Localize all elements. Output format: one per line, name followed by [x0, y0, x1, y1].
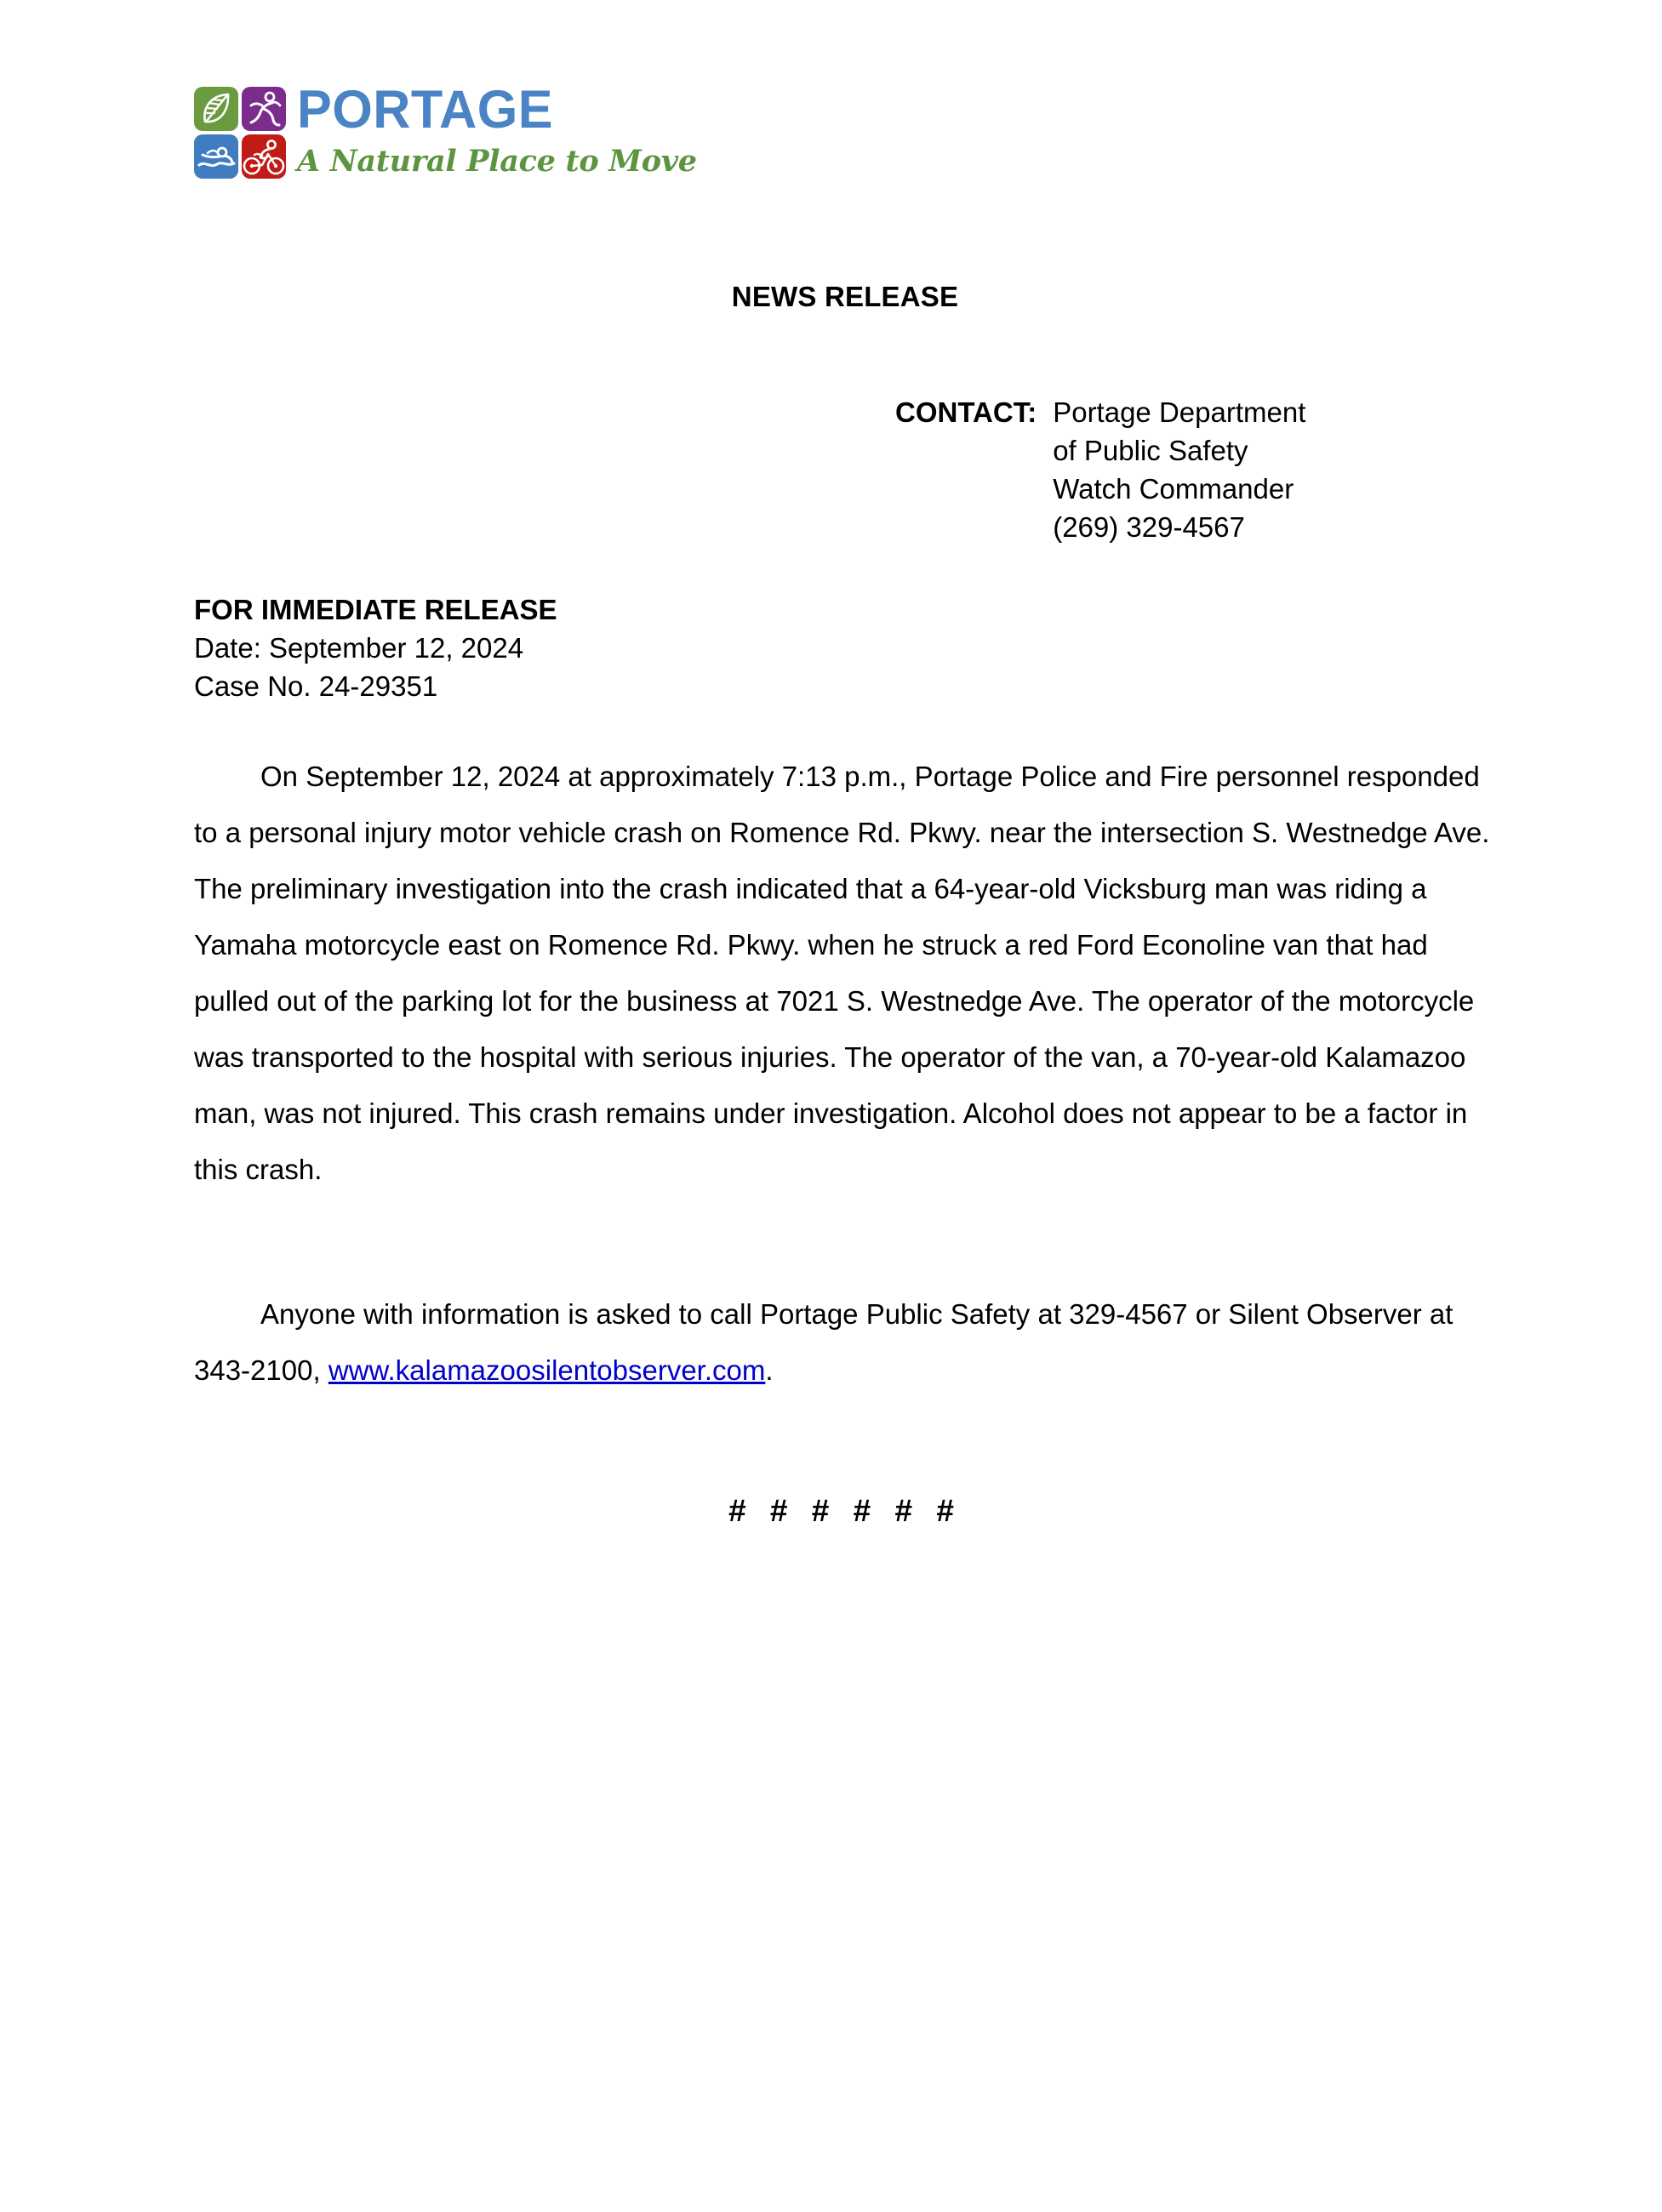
end-of-release-marks: # # # # # # [728, 1493, 962, 1528]
release-date: Date: September 12, 2024 [194, 632, 524, 664]
page-title: NEWS RELEASE [731, 281, 959, 312]
release-case-number: Case No. 24-29351 [194, 670, 438, 702]
logo-text [297, 80, 697, 179]
runner-icon [242, 87, 286, 131]
cyclist-tile [242, 134, 286, 179]
release-meta-block [194, 590, 557, 705]
contact-line-phone: (269) 329-4567 [1053, 511, 1245, 543]
contact-line-role: Watch Commander [1053, 473, 1294, 505]
body-paragraph-1-container [194, 749, 1496, 1198]
silent-observer-link[interactable]: www.kalamazoosilentobserver.com [328, 1354, 766, 1386]
contact-line-division: of Public Safety [1053, 435, 1248, 466]
contact-lines [1053, 393, 1305, 546]
paragraph-2-prefix-text: Anyone with information is asked to call Portage Public Safety at 329-4567 or Silent Observer at 343-2100, [194, 1298, 1454, 1386]
cyclist-icon [242, 134, 286, 179]
swimmer-tile [194, 134, 238, 179]
contact-block [895, 393, 1305, 546]
contact-label: CONTACT: [895, 396, 1037, 428]
leaf-icon [194, 87, 238, 131]
portage-logo [194, 80, 697, 179]
logo-wordmark: PORTAGE [297, 80, 554, 140]
body-paragraph-2-container [194, 1286, 1496, 1399]
swimmer-icon [194, 134, 238, 179]
contact-line-department: Portage Department [1053, 396, 1306, 428]
body-paragraph-2 [194, 1286, 1496, 1399]
runner-tile [242, 87, 286, 131]
release-headline: FOR IMMEDIATE RELEASE [194, 594, 557, 625]
logo-tagline: A Natural Place to Move [297, 144, 697, 179]
leaf-tile [194, 87, 238, 131]
paragraph-2-suffix-text: . [765, 1354, 774, 1386]
body-paragraph-1: On September 12, 2024 at approximately 7:13 p.m., Portage Police and Fire personnel responded to a personal injury motor vehicle crash on Romence Rd. Pkwy. near the intersection S. Westnedge Ave. The preliminary investigation into the crash indicated that a 64-year-old Vicksburg man was riding a Yamaha motorcycle east on Romence Rd. Pkwy. when he struck a red Ford Econoline van that had pulled out of the parking lot for the business at 7021 S. Westnedge Ave. The operator of the motorcycle was transported to the hospital with serious injuries. The operator of the van, a 70-year-old Kalamazoo man, was not injured. This crash remains under investigation. Alcohol does not appear to be a factor in this crash. [194, 761, 1490, 1185]
logo-icon-tiles [194, 87, 286, 179]
